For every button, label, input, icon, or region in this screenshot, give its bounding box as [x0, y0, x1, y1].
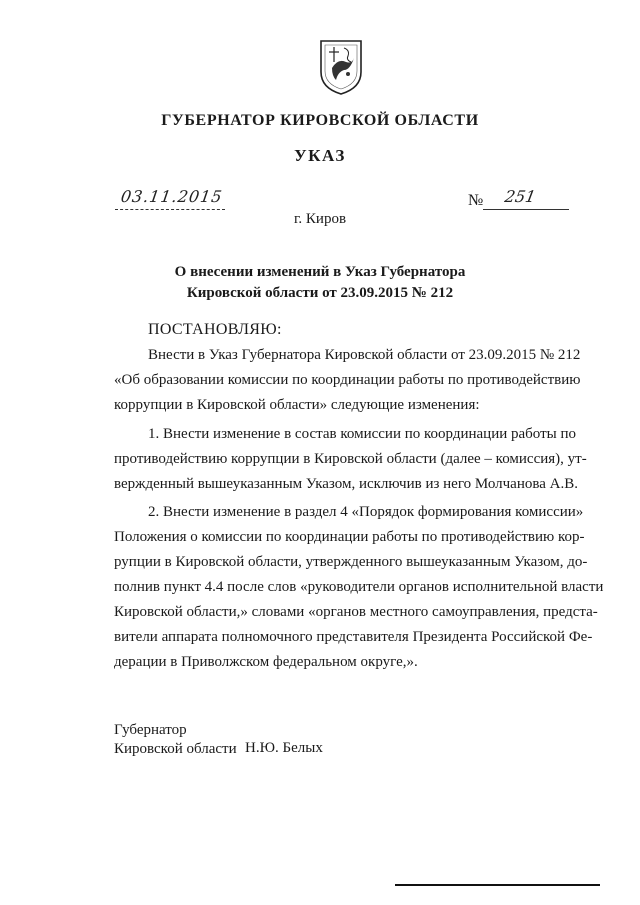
- body-line: полнив пункт 4.4 после слов «руководители органов исполнительной власти: [114, 579, 604, 595]
- city: г. Киров: [293, 211, 347, 227]
- body-line: 2. Внести изменение в раздел 4 «Порядок формирования комиссии»: [148, 504, 584, 520]
- body-line: 1. Внести изменение в состав комиссии по координации работы по: [148, 426, 577, 442]
- body-line: вержденный вышеуказанным Указом, исключив из него Молчанова А.В.: [114, 476, 578, 492]
- document-subject: [100, 262, 540, 304]
- body-line: противодействию коррупции в Кировской области (далее – комиссия), ут-: [114, 451, 587, 467]
- body-line: Кировской области,» словами «органов местного самоуправления, предста-: [114, 604, 598, 620]
- subject-line: Кировской области от 23.09.2015 № 212: [186, 285, 454, 301]
- document-date: [115, 187, 225, 210]
- number-underline: [483, 209, 569, 210]
- body-line: рупции в Кировской области, утвержденного вышеуказанным Указом, до-: [114, 554, 588, 570]
- body-line: Положения о комиссии по координации работы по противодействию кор-: [114, 529, 585, 545]
- issuing-authority: ГУБЕРНАТОР КИРОВСКОЙ ОБЛАСТИ: [161, 112, 479, 129]
- document-number: [483, 187, 569, 210]
- signatory-name: Н.Ю. Белых: [245, 740, 323, 756]
- number-sign: №: [468, 192, 484, 209]
- date-underline: [115, 209, 225, 210]
- footer-divider: [395, 884, 600, 886]
- body-line: коррупции в Кировской области» следующие изменения:: [114, 397, 480, 413]
- body-line: Внести в Указ Губернатора Кировской области от 23.09.2015 № 212: [148, 347, 581, 363]
- signatory-title: Губернатор: [114, 722, 187, 738]
- coat-of-arms-icon: [318, 38, 364, 96]
- subject-line: О внесении изменений в Указ Губернатора: [174, 264, 466, 280]
- number-handwritten: 251: [503, 187, 538, 206]
- body-line: дерации в Приволжском федеральном округе,».: [114, 654, 418, 670]
- signatory-region: Кировской области: [114, 741, 237, 757]
- date-handwritten: 03.11.2015: [119, 187, 224, 206]
- body-line: «Об образовании комиссии по координации работы по противодействию: [114, 372, 581, 388]
- document-type: УКАЗ: [294, 146, 346, 165]
- body-line: вители аппарата полномочного представителя Президента Российской Фе-: [114, 629, 593, 645]
- decree-word: ПОСТАНОВЛЯЮ:: [148, 321, 282, 338]
